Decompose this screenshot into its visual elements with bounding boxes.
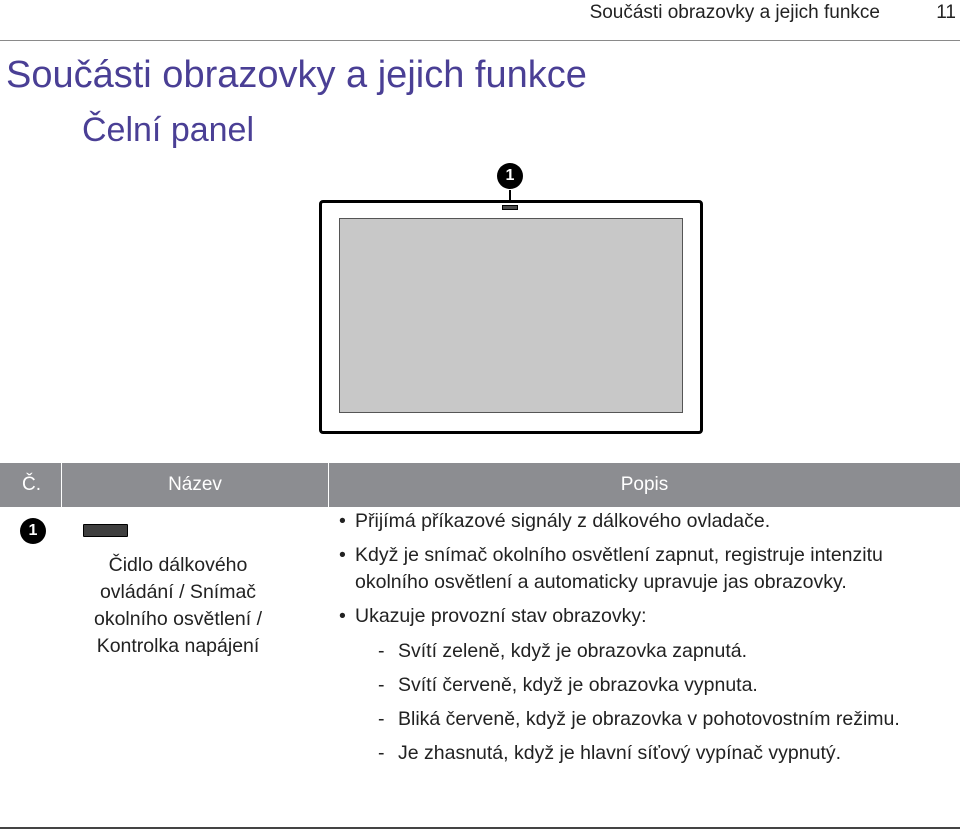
row-number-marker: 1	[20, 518, 46, 544]
monitor-screen	[339, 218, 683, 413]
status-sub-item: - Svítí červeně, když je obrazovka vypnuta.	[336, 672, 956, 698]
status-sub-item: - Je zhasnutá, když je hlavní síťový vypínač vypnutý.	[336, 740, 956, 766]
page-number: 11	[936, 2, 956, 23]
column-header-number: Č.	[0, 463, 62, 507]
column-header-description: Popis	[329, 463, 960, 507]
page-title: Součásti obrazovky a jejich funkce	[6, 54, 587, 96]
section-title: Čelní panel	[82, 111, 255, 149]
column-header-name: Název	[62, 463, 329, 507]
description-bullet: • Když je snímač okolního osvětlení zapnut, registruje intenzitu okolního osvětlení a automaticky upravuje jas obrazovky.	[336, 542, 956, 596]
header-divider	[0, 40, 960, 41]
component-name: Čidlo dálkového ovládání / Snímač okolního osvětlení / Kontrolka napájení	[93, 554, 263, 657]
sensor-bar-icon	[83, 524, 128, 537]
component-description	[336, 508, 956, 766]
header-title: Součásti obrazovky a jejich funkce	[589, 2, 880, 23]
table-header	[0, 463, 960, 507]
description-bullet: • Přijímá příkazové signály z dálkového ovladače.	[336, 508, 956, 535]
status-sub-item: - Bliká červeně, když je obrazovka v pohotovostním režimu.	[336, 706, 956, 732]
diagram-callout-marker: 1	[497, 163, 523, 189]
status-sub-item: - Svítí zeleně, když je obrazovka zapnutá.	[336, 638, 956, 664]
sensor-indicator	[502, 205, 518, 210]
description-bullet: • Ukazuje provozní stav obrazovky:	[336, 603, 956, 630]
